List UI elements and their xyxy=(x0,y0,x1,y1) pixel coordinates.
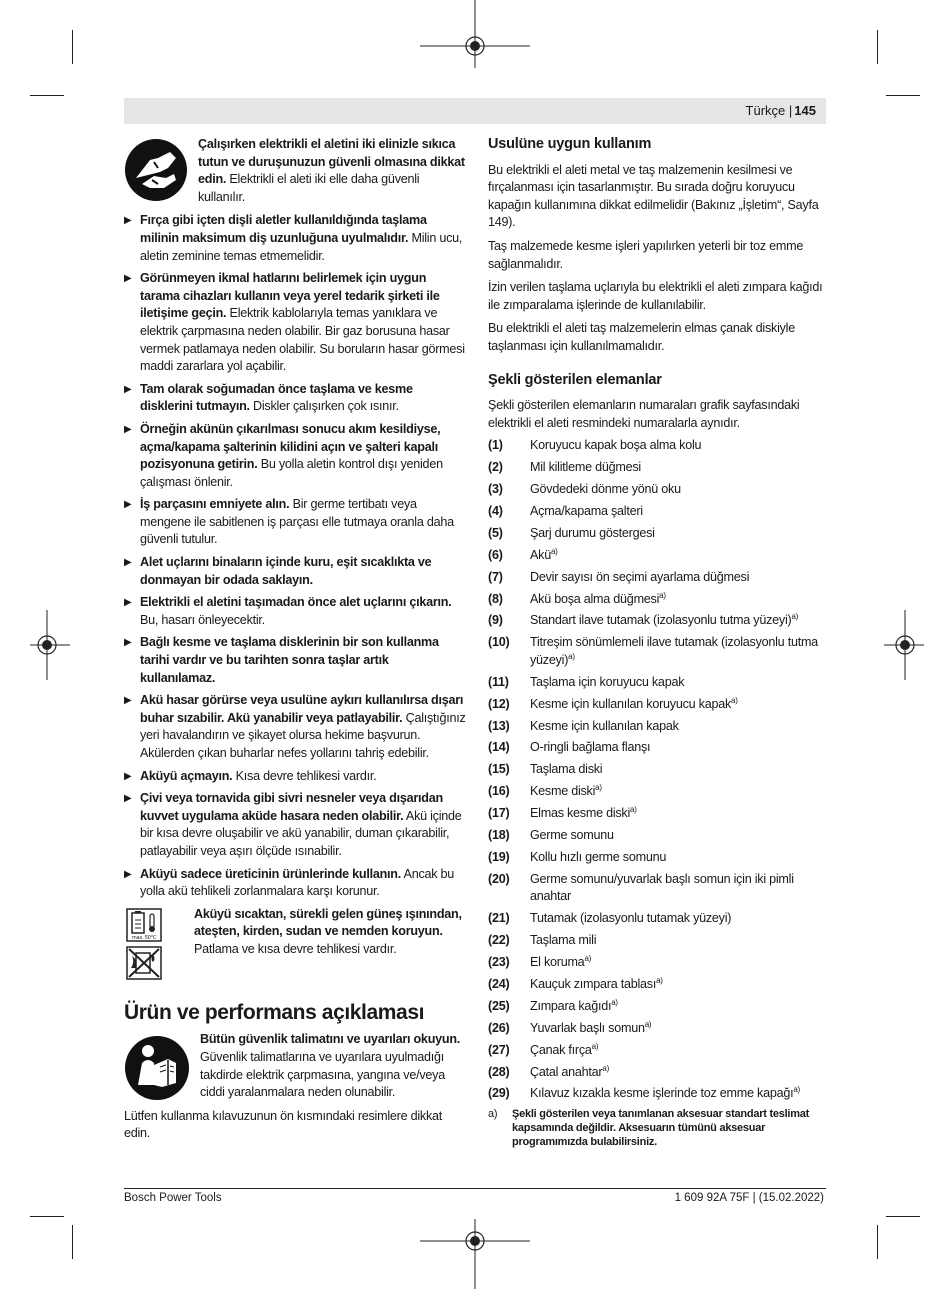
item-text: Çanak fırça xyxy=(530,1042,592,1057)
item-footnote-mark: a) xyxy=(595,783,602,793)
list-item xyxy=(488,761,828,779)
header-language: Türkçe xyxy=(745,103,786,118)
bullet-bold: Elektrikli el aletini taşımadan önce alet uçlarını çıkarın. xyxy=(140,595,452,610)
list-item xyxy=(488,849,828,867)
list-item xyxy=(488,503,828,521)
list-item xyxy=(488,998,828,1016)
bullet-text: Akü içinde bir kısa devre oluşabilir ve akü yanabilir, duman çıkarabilir, patlayabilir veya aşırı ölçüde ısınabilir. xyxy=(140,808,462,858)
item-number: (7) xyxy=(488,569,503,584)
item-text: Zımpara kağıdı xyxy=(530,998,612,1013)
item-number: (29) xyxy=(488,1086,510,1101)
bullet-text: Bir germe tertibatı veya mengene ile sabitlenen iş parçası elle tutmaya oranla daha güvenli tutulur. xyxy=(140,497,454,547)
footnote-text: Şekli gösterilen veya tanımlanan aksesuar standart teslimat kapsamında değildir. Aksesuarın tümünü aksesuar programımızda bulabilirsiniz. xyxy=(512,1108,810,1149)
list-item xyxy=(488,954,828,972)
item-number: (12) xyxy=(488,696,510,711)
list-item xyxy=(488,910,828,928)
list-item xyxy=(488,739,828,757)
heat-warning-text: Patlama ve kısa devre tehlikesi vardır. xyxy=(194,941,397,956)
item-footnote-mark: a) xyxy=(550,546,558,556)
item-text: Taşlama için koruyucu kapak xyxy=(530,674,685,689)
item-text: Germe somunu xyxy=(530,828,614,843)
item-number: (2) xyxy=(488,460,503,475)
footer-brand: Bosch Power Tools xyxy=(124,1192,222,1204)
list-item xyxy=(488,612,828,630)
item-number: (25) xyxy=(488,998,510,1013)
crop-mark xyxy=(30,95,64,96)
header-separator: | xyxy=(788,103,793,118)
bullet-text: Milin ucu, aletin zeminine temas etmemelidir. xyxy=(140,230,463,263)
two-hands-grip-icon xyxy=(124,138,188,202)
bullet-text: Kısa devre tehlikesi vardır. xyxy=(232,768,377,783)
list-item xyxy=(488,1042,828,1060)
item-text: Kauçuk zımpara tablası xyxy=(530,976,657,991)
bullet-text: Bu, hasarı önleyecektir. xyxy=(140,612,265,627)
crop-mark xyxy=(877,30,878,64)
item-text: Kesme diski xyxy=(530,784,596,799)
read-manual-icon xyxy=(124,1035,190,1101)
crop-mark xyxy=(30,1216,64,1217)
bullet-text: Bu yolla aletin kontrol dışı yeniden çalışması önlenir. xyxy=(140,457,443,489)
item-number: (5) xyxy=(488,525,503,540)
left-column xyxy=(124,136,466,1149)
list-item xyxy=(488,481,828,499)
item-footnote-mark: a) xyxy=(584,953,592,963)
safety-bullet xyxy=(124,634,466,687)
registration-mark-icon xyxy=(420,1219,530,1289)
item-text: Koruyucu kapak boşa alma kolu xyxy=(530,438,702,453)
item-number: (6) xyxy=(488,547,503,562)
intended-use-paragraph: Bu elektrikli el aleti metal ve taş malzemenin kesilmesi ve fırçalanması için tasarlanmıştır. Bu sırada doğru koruyucu kapağın kullanımına dikkat edilmelidir (Bakınız „İşletim“, Sayfa 149). xyxy=(488,162,819,230)
item-text: Taşlama diski xyxy=(530,762,603,777)
right-column xyxy=(488,136,828,1149)
hands-warning-text: Elektrikli el aleti iki elle daha güvenli kullanılır. xyxy=(198,172,420,204)
bullet-bold: Çivi veya tornavida gibi sivri nesneler veya dışarıdan kuvvet uygulama aküde hasara neden olabilir. xyxy=(140,791,443,823)
item-number: (20) xyxy=(488,871,510,886)
item-text: Kesme için kullanılan koruyucu kapak xyxy=(530,696,732,711)
safety-bullet xyxy=(124,554,466,589)
item-number: (9) xyxy=(488,613,503,628)
list-item xyxy=(488,459,828,477)
item-text: Taşlama mili xyxy=(530,933,597,948)
item-text: Akü xyxy=(530,547,551,562)
bullet-bold: Bağlı kesme ve taşlama disklerinin bir son kullanma tarihi vardır ve bu tarihten sonra taşlar artık kullanılamaz. xyxy=(140,635,439,685)
crop-mark xyxy=(72,1225,73,1259)
footnote-marker: a) xyxy=(488,1108,498,1121)
bullet-bold: Akü hasar görürse veya usulüne aykırı kullanılırsa dışarı buhar sızabilir. Akü yanabilir veya patlayabilir. xyxy=(140,693,464,725)
safety-bullet xyxy=(124,381,466,416)
item-number: (15) xyxy=(488,762,510,777)
item-text: Akü boşa alma düğmesi xyxy=(530,591,660,606)
item-number: (18) xyxy=(488,828,510,843)
safety-bullet xyxy=(124,421,466,491)
registration-mark-icon xyxy=(884,610,924,680)
bullet-text: Ancak bu yolla akü tehlikeli zorlanmalara karşı korunur. xyxy=(140,866,455,899)
item-text: Çatal anahtar xyxy=(530,1064,603,1079)
registration-mark-icon xyxy=(30,610,70,680)
list-item xyxy=(488,674,828,692)
item-text: Elmas kesme diski xyxy=(530,806,631,821)
safety-bullet xyxy=(124,594,466,629)
intended-use-title: Usulüne uygun kullanım xyxy=(488,136,652,152)
bullet-bold: Fırça gibi içten dişli aletler kullanıldığında taşlama milinin maksimum diş uzunluğuna uyulmalıdır. xyxy=(140,213,427,245)
bullet-bold: Aküyü sadece üreticinin ürünlerinde kullanın. xyxy=(140,866,401,881)
item-footnote-mark: a) xyxy=(568,651,575,661)
item-text: Devir sayısı ön seçimi ayarlama düğmesi xyxy=(530,569,750,584)
item-text: Gövdedeki dönme yönü oku xyxy=(530,482,681,497)
bullet-bold: İş parçasını emniyete alın. xyxy=(140,497,290,512)
item-footnote-mark: a) xyxy=(611,997,618,1007)
header-band xyxy=(124,98,826,124)
read-warning-text: Güvenlik talimatlarına ve uyarılara uyulmadığı takdirde elektrik çarpmasına, yangına ve/veya ciddi yaralanmalara neden olunabilir. xyxy=(200,1049,445,1100)
bullet-bold: Örneğin akünün çıkarılması sonucu akım kesildiyse, açma/kapama şalterinin kilidini açın ve şalteri kapalı pozisyonuna getirin. xyxy=(140,421,441,472)
battery-temperature-icon xyxy=(126,908,162,942)
components-list xyxy=(488,437,828,1103)
list-item xyxy=(488,696,828,714)
item-text: Mil kilitleme düğmesi xyxy=(530,460,641,475)
item-text: Titreşim sönümlemeli ilave tutamak (izolasyonlu tutma yüzeyi) xyxy=(530,635,818,667)
item-number: (10) xyxy=(488,635,510,650)
intended-use-paragraph: Bu elektrikli el aleti taş malzemelerin elmas çanak diskiyle taşlanması için kullanılmamalıdır. xyxy=(488,321,795,353)
components-intro: Şekli gösterilen elemanların numaraları grafik sayfasındaki elektrikli el aleti resmindeki numaralarla aynıdır. xyxy=(488,398,800,430)
bullet-text: Elektrik kablolarıyla temas yanıklara ve elektrik çarpmasına neden olabilir. Bir gaz borusuna hasar vermek patlamaya neden olabilir. Su boruların hasar görmesi maddi zararlara yol açabilir. xyxy=(140,306,465,374)
list-item xyxy=(488,569,828,587)
crop-mark xyxy=(886,1216,920,1217)
safety-bullet xyxy=(124,768,466,786)
section-title: Ürün ve performans açıklaması xyxy=(124,1000,425,1024)
item-number: (11) xyxy=(488,674,509,689)
item-number: (24) xyxy=(488,976,510,991)
item-text: Kollu hızlı germe somunu xyxy=(530,849,667,864)
item-number: (26) xyxy=(488,1020,510,1035)
item-number: (19) xyxy=(488,849,510,864)
item-footnote-mark: a) xyxy=(656,975,663,985)
item-footnote-mark: a) xyxy=(644,1019,652,1029)
item-text: Şarj durumu göstergesi xyxy=(530,525,655,540)
item-number: (4) xyxy=(488,503,503,518)
item-footnote-mark: a) xyxy=(630,804,637,814)
bullet-bold: Alet uçlarını binaların içinde kuru, eşit sıcaklıkta ve donmayan bir odada saklayın. xyxy=(140,555,432,587)
list-item xyxy=(488,827,828,845)
item-number: (22) xyxy=(488,933,510,948)
list-item xyxy=(488,634,828,669)
safety-bullet xyxy=(124,866,466,901)
safety-bullet xyxy=(124,790,466,860)
heat-warning xyxy=(124,906,466,978)
page-number: 145 xyxy=(794,103,816,118)
item-footnote-mark: a) xyxy=(591,1041,599,1051)
list-item xyxy=(488,1085,828,1103)
item-text: O-ringli bağlama flanşı xyxy=(530,740,651,755)
item-text: Açma/kapama şalteri xyxy=(530,503,643,518)
item-number: (27) xyxy=(488,1042,510,1057)
list-item xyxy=(488,718,828,736)
hands-warning-bold: Çalışırken elektrikli el aletini iki elinizle sıkıca tutun ve duruşunuzun güvenli olmasına dikkat edin. xyxy=(198,137,465,187)
item-number: (28) xyxy=(488,1064,510,1079)
item-text: Kesme için kullanılan kapak xyxy=(530,718,679,733)
footer-rule xyxy=(124,1188,826,1189)
max-temp-label: max. 50°C xyxy=(131,934,157,941)
item-number: (21) xyxy=(488,911,510,926)
item-number: (1) xyxy=(488,438,503,453)
item-text: Kılavuz kızakla kesme işlerinde toz emme kapağı xyxy=(530,1086,794,1101)
safety-bullet xyxy=(124,692,466,762)
read-warning-bold: Bütün güvenlik talimatını ve uyarıları okuyun. xyxy=(200,1032,461,1047)
item-number: (17) xyxy=(488,806,510,821)
battery-warning-icons xyxy=(126,908,162,980)
crop-mark xyxy=(877,1225,878,1259)
intended-use-paragraph: Taş malzemede kesme işleri yapılırken yeterli bir toz emme sağlanmalıdır. xyxy=(488,238,804,271)
read-manual-warning xyxy=(124,1031,466,1101)
heat-warning-bold: Aküyü sıcaktan, sürekli gelen güneş ışınından, ateşten, kirden, sudan ve nemden koruyun. xyxy=(194,906,462,939)
item-footnote-mark: a) xyxy=(659,590,666,600)
item-footnote-mark: a) xyxy=(602,1063,609,1073)
list-item xyxy=(488,547,828,565)
safety-bullet xyxy=(124,270,466,376)
page-header xyxy=(746,103,816,118)
item-number: (16) xyxy=(488,784,510,799)
crop-mark xyxy=(886,95,920,96)
footnote xyxy=(488,1107,828,1149)
bullet-bold: Aküyü açmayın. xyxy=(140,768,233,783)
safety-bullet xyxy=(124,212,466,265)
item-text: Germe somunu/yuvarlak başlı somun için iki pimli anahtar xyxy=(530,871,794,904)
item-number: (13) xyxy=(488,718,510,733)
bullet-text: Çalıştığınız yeri havalandırın ve şikayet olursa hekime başvurun. Akülerden çıkan buharlar nefes yollarını tahriş edebilir. xyxy=(140,710,466,760)
intended-use-paragraph: İzin verilen taşlama uçlarıyla bu elektrikli el aleti zımpara kağıdı ile zımparalama işlerinde de kullanılabilir. xyxy=(488,280,823,312)
item-text: Tutamak (izolasyonlu tutamak yüzeyi) xyxy=(530,911,732,926)
bullet-bold: Tam olarak soğumadan önce taşlama ve kesme disklerini tutmayın. xyxy=(140,381,413,414)
item-text: El koruma xyxy=(530,955,585,970)
list-item xyxy=(488,871,828,906)
list-item xyxy=(488,437,828,455)
list-item xyxy=(488,1064,828,1082)
list-item xyxy=(488,805,828,823)
list-item xyxy=(488,1020,828,1038)
bullet-bold: Görünmeyen ikmal hatlarını belirlemek için uygun tarama cihazları kullanın veya yerel tedarik şirketi ile iletişime geçin. xyxy=(140,271,440,321)
list-item xyxy=(488,976,828,994)
item-text: Standart ilave tutamak (izolasyonlu tutma yüzeyi) xyxy=(530,613,792,628)
hands-warning xyxy=(124,136,466,206)
item-footnote-mark: a) xyxy=(731,695,738,705)
list-item xyxy=(488,591,828,609)
crop-mark xyxy=(72,30,73,64)
footer-doc-id: 1 609 92A 75F | (15.02.2022) xyxy=(674,1192,824,1204)
no-water-no-fire-icon xyxy=(126,946,162,980)
item-text: Yuvarlak başlı somun xyxy=(530,1020,645,1035)
list-item xyxy=(488,783,828,801)
safety-bullet xyxy=(124,496,466,549)
item-number: (8) xyxy=(488,591,503,606)
item-number: (23) xyxy=(488,955,510,970)
bullet-text: Diskler çalışırken çok ısınır. xyxy=(249,399,399,414)
item-number: (3) xyxy=(488,482,503,497)
components-title: Şekli gösterilen elemanlar xyxy=(488,371,662,388)
item-footnote-mark: a) xyxy=(791,612,799,622)
closing-note: Lütfen kullanma kılavuzunun ön kısmındaki resimlere dikkat edin. xyxy=(124,1108,442,1141)
item-footnote-mark: a) xyxy=(793,1085,800,1095)
list-item xyxy=(488,932,828,950)
item-number: (14) xyxy=(488,740,510,755)
registration-mark-icon xyxy=(420,0,530,70)
list-item xyxy=(488,525,828,543)
